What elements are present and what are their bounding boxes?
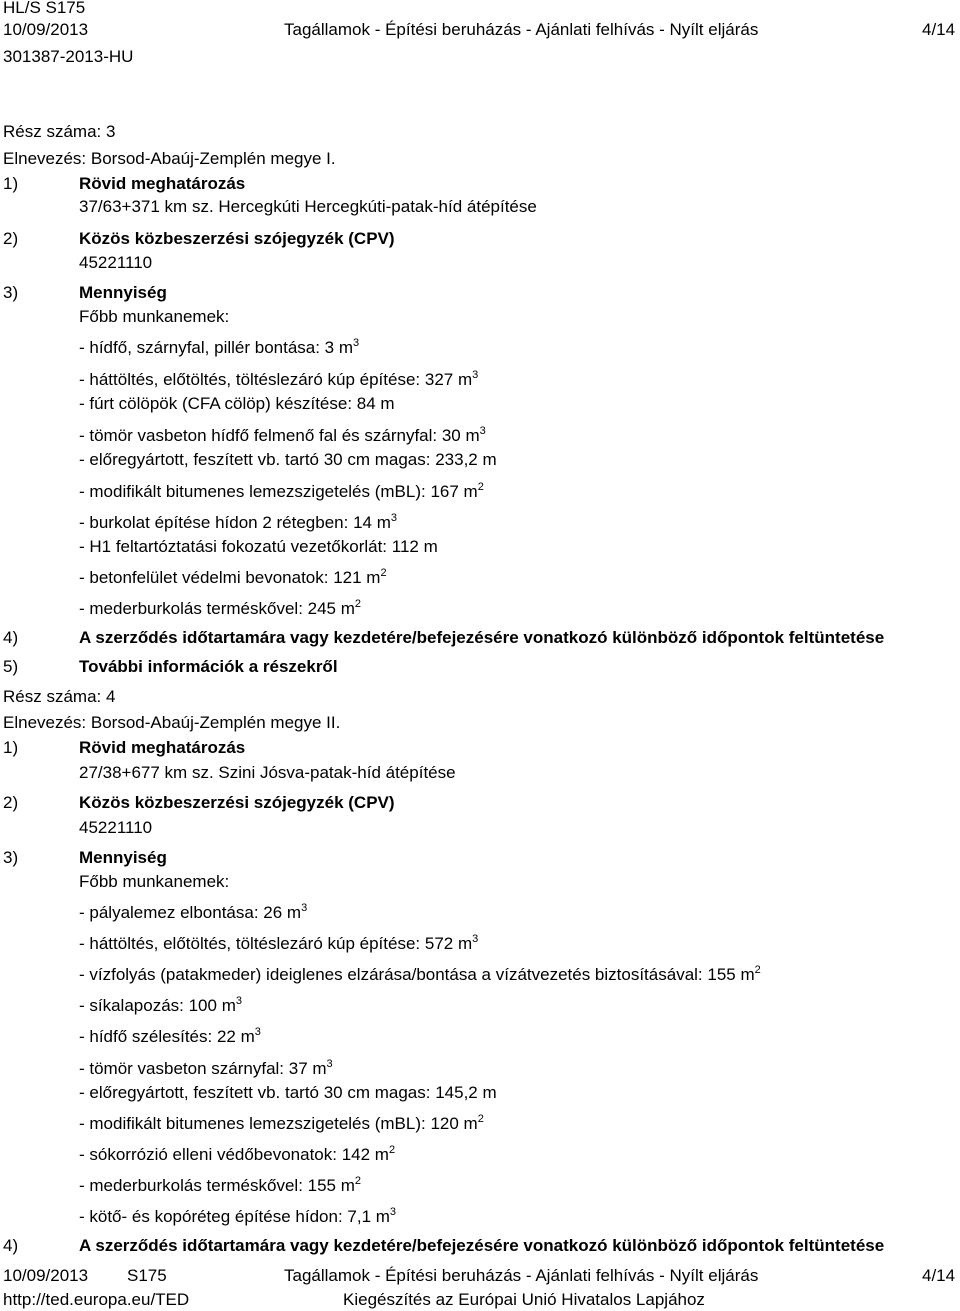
footer-date: 10/09/2013 xyxy=(3,1266,89,1285)
list-item: - kötő- és kopóréteg építése hídon: 7,1 $m^3$ xyxy=(79,1206,397,1226)
section-title-short-description: Rövid meghatározás xyxy=(79,738,246,757)
list-item: - vízfolyás (patakmeder) ideiglenes elzárása/bontása a vízátvezetés biztosításával: 155 $m^2$ xyxy=(79,964,761,984)
section-title-additional-info: További információk a részekről xyxy=(79,657,338,676)
list-item: - síkalapozás: 100 $m^3$ xyxy=(79,995,242,1015)
part-name: Elnevezés: Borsod-Abaúj-Zemplén megye I. xyxy=(3,149,336,168)
section-number: 4) xyxy=(3,1236,19,1255)
footer-page-number: 4/14 xyxy=(922,1266,956,1285)
short-description-text: 27/38+677 km sz. Szini Jósva-patak-híd átépítése xyxy=(79,763,456,782)
list-item: - betonfelület védelmi bevonatok: 121 $m^2$ xyxy=(79,567,387,587)
section-title-cpv: Közös közbeszerzési szójegyzék (CPV) xyxy=(79,793,395,812)
footer-series: S175 xyxy=(127,1266,167,1285)
list-item: - tömör vasbeton szárnyfal: 37 $m^3$ xyxy=(79,1058,333,1078)
section-number: 1) xyxy=(3,174,19,193)
header-date: 10/09/2013 xyxy=(3,20,89,39)
part-number: Rész száma: 4 xyxy=(3,687,116,706)
section-title-cpv: Közös közbeszerzési szójegyzék (CPV) xyxy=(79,229,395,248)
section-title-quantity: Mennyiség xyxy=(79,283,167,302)
section-title-duration: A szerződés időtartamára vagy kezdetére/befejezésére vonatkozó különböző időpontok feltüntetése xyxy=(79,628,885,647)
list-item: - modifikált bitumenes lemezszigetelés (mBL): 167 $m^2$ xyxy=(79,481,484,501)
section-number: 4) xyxy=(3,628,19,647)
short-description-text: 37/63+371 km sz. Hercegkúti Hercegkúti-patak-híd átépítése xyxy=(79,197,537,216)
header-title: Tagállamok - Építési beruházás - Ajánlati felhívás - Nyílt eljárás xyxy=(284,20,759,39)
list-item: - tömör vasbeton hídfő felmenő fal és szárnyfal: 30 $m^3$ xyxy=(79,425,486,445)
part-name: Elnevezés: Borsod-Abaúj-Zemplén megye II. xyxy=(3,713,341,732)
list-item: - háttöltés, előtöltés, töltéslezáró kúp építése: 572 $m^3$ xyxy=(79,933,479,953)
footer-publisher: Kiegészítés az Európai Unió Hivatalos Lapjához xyxy=(343,1290,705,1309)
section-number: 5) xyxy=(3,657,19,676)
section-number: 3) xyxy=(3,848,19,867)
list-item: - modifikált bitumenes lemezszigetelés (mBL): 120 $m^2$ xyxy=(79,1113,484,1133)
header-page-number: 4/14 xyxy=(922,20,956,39)
section-title-quantity: Mennyiség xyxy=(79,848,167,867)
section-number: 3) xyxy=(3,283,19,302)
list-item: - H1 feltartóztatási fokozatú vezetőkorlát: 112 m xyxy=(79,537,438,556)
section-title-duration: A szerződés időtartamára vagy kezdetére/befejezésére vonatkozó különböző időpontok feltüntetése xyxy=(79,1236,885,1255)
doc-code: HL/S S175 xyxy=(3,0,86,17)
list-item: - mederburkolás terméskővel: 245 $m^2$ xyxy=(79,598,362,618)
list-item: - előregyártott, feszített vb. tartó 30 cm magas: 145,2 m xyxy=(79,1083,497,1102)
section-title-short-description: Rövid meghatározás xyxy=(79,174,246,193)
cpv-code: 45221110 xyxy=(79,253,153,272)
quantity-intro: Főbb munkanemek: xyxy=(79,872,230,891)
footer-url-link[interactable]: http://ted.europa.eu/TED xyxy=(3,1290,190,1309)
section-number: 1) xyxy=(3,738,19,757)
quantity-intro: Főbb munkanemek: xyxy=(79,307,230,326)
list-item: - fúrt cölöpök (CFA cölöp) készítése: 84 m xyxy=(79,394,395,413)
list-item: - háttöltés, előtöltés, töltéslezáró kúp építése: 327 $m^3$ xyxy=(79,369,479,389)
list-item: - sókorrózió elleni védőbevonatok: 142 $m^2$ xyxy=(79,1144,396,1164)
list-item: - hídfő, szárnyfal, pillér bontása: 3 $m^3$ xyxy=(79,337,360,357)
list-item: - hídfő szélesítés: 22 $m^3$ xyxy=(79,1026,261,1046)
part-number: Rész száma: 3 xyxy=(3,122,116,141)
notice-number: 301387-2013-HU xyxy=(3,47,134,66)
list-item: - mederburkolás terméskővel: 155 $m^2$ xyxy=(79,1175,362,1195)
list-item: - pályalemez elbontása: 26 $m^3$ xyxy=(79,902,308,922)
list-item: - burkolat építése hídon 2 rétegben: 14 $m^3$ xyxy=(79,512,397,532)
footer-title: Tagállamok - Építési beruházás - Ajánlati felhívás - Nyílt eljárás xyxy=(284,1266,759,1285)
cpv-code: 45221110 xyxy=(79,818,153,837)
section-number: 2) xyxy=(3,793,19,812)
list-item: - előregyártott, feszített vb. tartó 30 cm magas: 233,2 m xyxy=(79,450,497,469)
section-number: 2) xyxy=(3,229,19,248)
